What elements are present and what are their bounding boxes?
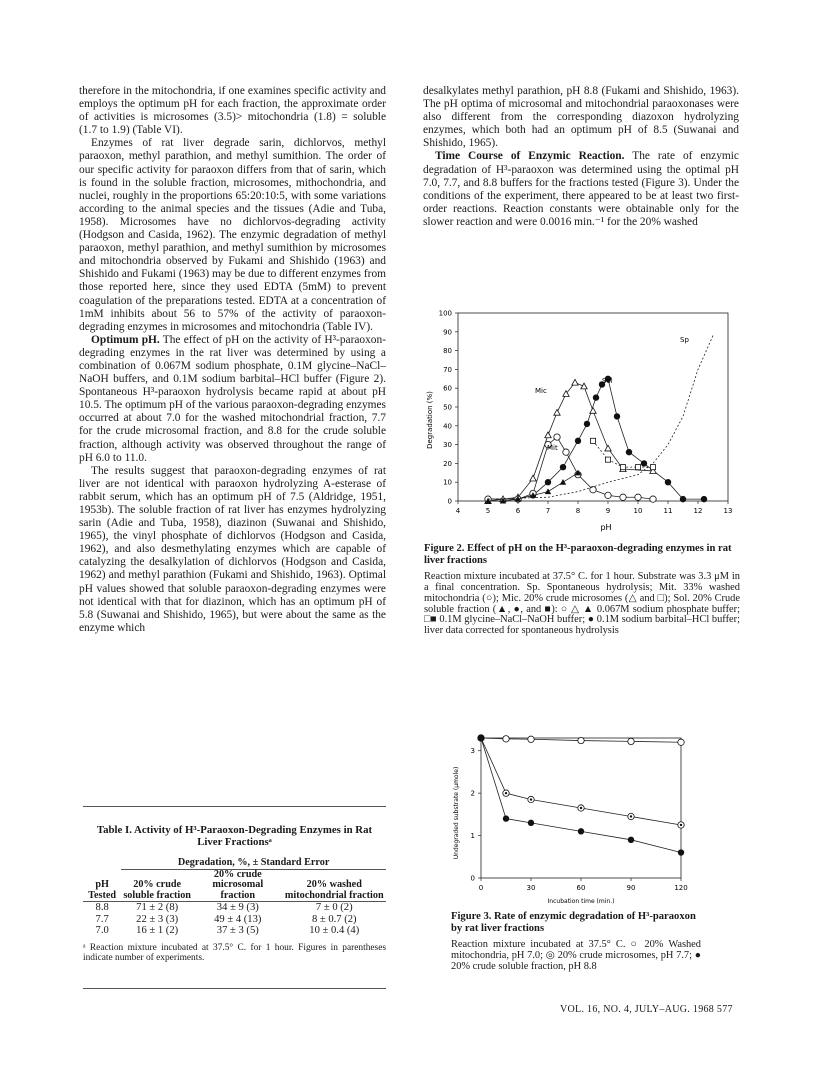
x-tick-label: 12 xyxy=(693,507,703,515)
figure-2-caption xyxy=(424,543,740,637)
y-axis-label: Undegraded substrate (μmole) xyxy=(453,766,460,860)
table-cell: 49 ± 4 (13) xyxy=(214,913,262,925)
data-point xyxy=(554,434,560,440)
x-tick-label: 60 xyxy=(576,884,586,892)
data-point xyxy=(650,496,656,502)
data-point xyxy=(665,479,671,485)
table-cell: 34 ± 9 (3) xyxy=(216,902,259,913)
paragraph: Enzymes of rat liver degrade sarin, dichlorvos, methyl paraoxon, methyl parathion, and methyl sumithion. The order of our specific activity for paraoxon differs from that of sarin, which is found in the soluble fraction, microsomes, mithochondria, and nuclei, roughly in the proportions 65:20:10:5, with some variations according to the animal species and the tissues (Adie and Tuba, 1958). Microsomes have no dichlorvos-degrading activity (Hodgson and Casida, 1962). The enzymic degradation of methyl paraoxon, methyl parathion, and methyl sumithion by microsomes and mitochondria observed by Fukami and Shishido (1963) and Shishido and Fukami (1963) may be due to different enzymes from those reported here, since they used EDTA (5mM) to prevent coagulation of the preparations tested. EDTA at a concentration of 1mM inhibits about 56 to 57% of the activity of paraoxon-degrading enzymes in microsomes and mitochondria (Table IV). xyxy=(79,137,386,333)
figure-3-chart xyxy=(446,728,696,908)
data-point xyxy=(584,421,590,427)
table-top-rule xyxy=(83,806,386,807)
y-tick-label: 40 xyxy=(443,422,452,431)
data-point xyxy=(572,379,578,385)
series-line xyxy=(488,336,713,500)
table-cell: 22 ± 3 (3) xyxy=(136,913,179,925)
table-row xyxy=(83,925,386,937)
table-cell: 71 ± 2 (8) xyxy=(136,902,179,913)
data-point xyxy=(528,736,534,742)
figure-3-caption xyxy=(451,911,701,973)
y-tick-label: 30 xyxy=(443,441,452,450)
data-point xyxy=(678,739,684,745)
data-point xyxy=(620,465,625,470)
data-point xyxy=(678,849,684,855)
table-cell: 8 ± 0.7 (2) xyxy=(311,913,357,925)
x-tick-label: 6 xyxy=(515,507,521,515)
paragraph: The results suggest that paraoxon-degrading enzymes of rat liver are not identical with paraoxon hydrolyzing A-esterase of rabbit serum, which has an optimum pH of 7.5 (Aldridge, 1951, 1953b). The soluble fraction of rat liver has enzymes hydrolyzing sarin (Adie and Tuba, 1958), diazinon (Suwanai and Shishido, 1965), the vinyl phosphate of dichlorvos (Hodgson and Casida, 1962), and also desmethylating enzymes which are capable of catalyzing the desalkylation of dichlorvos (Hodgson and Casida, 1962) and methyl parathion (Fukami and Shishido, 1963). Optimal pH values showed that soluble paraoxon-degrading enzymes were not identical with that for diazinon, which has an optimum pH of 5.8 (Suwanai and Shishido, 1965), but were about the same as the enzyme which xyxy=(79,464,386,634)
series-label-mic: Mic xyxy=(535,387,547,395)
table-row xyxy=(83,914,386,926)
data-point xyxy=(680,496,686,502)
data-point xyxy=(590,438,595,443)
data-point xyxy=(545,479,551,485)
data-point xyxy=(641,460,647,466)
table-row xyxy=(83,902,386,914)
data-point xyxy=(560,464,566,470)
y-tick-label: 60 xyxy=(443,384,452,393)
data-point xyxy=(530,475,536,481)
data-point xyxy=(635,465,640,470)
data-point xyxy=(605,492,611,498)
table-grid xyxy=(83,858,386,937)
data-point xyxy=(528,820,534,826)
table-title: Table I. Activity of H³-Paraoxon-Degrading Enzymes in Rat Liver Fractionsᵃ xyxy=(96,824,373,848)
figure-title: Figure 3. Rate of enzymic degradation of H³-paraoxon by rat liver fractions xyxy=(451,911,696,934)
data-point xyxy=(581,383,587,389)
data-point xyxy=(545,432,551,438)
data-point xyxy=(614,413,620,419)
x-tick-label: 5 xyxy=(485,507,491,515)
column-header-mitochondrial: 20% washed mitochondrial fraction xyxy=(284,879,384,901)
table-cell: 10 ± 0.4 (4) xyxy=(309,925,360,936)
data-point xyxy=(563,449,569,455)
data-point xyxy=(628,738,634,744)
figure-3-marks xyxy=(478,735,684,856)
data-point xyxy=(605,457,610,462)
paragraph xyxy=(79,334,386,465)
data-point xyxy=(578,737,584,743)
series-label-sol: Sol xyxy=(602,377,613,385)
figure-caption-text: Reaction mixture incubated at 37.5° C. ○ 20% Washed mitochondria, pH 7.0; ◎ 20% crude microsomes, pH 7.7; ● 20% crude soluble fraction, pH 8.8 xyxy=(451,939,701,972)
figure-2-chart xyxy=(420,300,733,535)
right-text-column xyxy=(423,85,739,229)
table-footnote: ᵃ Reaction mixture incubated at 37.5° C. for 1 hour. Figures in parentheses indicate number of experiments. xyxy=(83,942,386,963)
x-tick-label: 30 xyxy=(526,884,536,892)
x-tick-label: 9 xyxy=(605,507,611,515)
data-point xyxy=(593,394,599,400)
x-tick-label: 0 xyxy=(478,884,484,892)
y-tick-label: 1 xyxy=(470,832,475,841)
y-tick-label: 100 xyxy=(438,309,452,318)
x-tick-label: 4 xyxy=(455,507,461,515)
data-point xyxy=(605,445,611,451)
data-point xyxy=(578,828,584,834)
group-header: Degradation, %, ± Standard Error xyxy=(121,858,386,869)
data-point xyxy=(701,496,707,502)
data-point xyxy=(554,409,560,415)
table-bottom-rule xyxy=(83,988,386,989)
page-footer: VOL. 16, NO. 4, JULY–AUG. 1968 577 xyxy=(560,1004,733,1015)
x-axis-label: pH xyxy=(600,523,612,532)
x-tick-label: 11 xyxy=(663,507,673,515)
table-1 xyxy=(83,824,386,964)
series-line xyxy=(481,738,681,825)
data-point xyxy=(650,465,655,470)
paragraph xyxy=(423,150,739,229)
y-tick-label: 2 xyxy=(470,789,475,798)
series-line xyxy=(488,383,653,501)
table-cell: 7.7 xyxy=(95,913,109,925)
series-line xyxy=(481,738,681,853)
column-header-ph: pH Tested xyxy=(88,879,117,901)
series-label-mit: Mit xyxy=(547,444,558,452)
series-line xyxy=(488,437,653,499)
figure-caption-text: Reaction mixture incubated at 37.5° C. for 1 hour. Substrate was 3.3 μM in a final concentration. Sp. Spontaneous hydrolysis; Mit. 33% washed mitochondria (○); Mic. 20% crude microsomes (△ and □); Sol. 20% Crude soluble fraction (▲, ●, and ■): ○ △ ▲ 0.067M sodium phosphate buffer; □■ 0.1M glycine–NaCl–NaOH buffer; ● 0.1M sodium barbital–HCl buffer; liver data corrected for spontaneous hydrolysis xyxy=(424,571,740,637)
data-point xyxy=(620,494,626,500)
data-point xyxy=(560,479,566,485)
series-label-sp: Sp xyxy=(680,336,689,344)
x-tick-label: 7 xyxy=(545,507,551,515)
x-tick-label: 8 xyxy=(575,507,581,515)
y-tick-label: 0 xyxy=(447,497,452,506)
section-heading: Optimum pH. xyxy=(91,333,160,346)
paragraph-text: The effect of pH on the activity of H³-paraoxon-degrading enzymes in the rat liver was determined by using a combination of 0.067M sodium phosphate, 0.1M glycine–NaCl–NaOH buffers, and 0.1M sodium barbital–HCl buffer (Figure 2). Spontaneous H³-paraoxon hydrolysis became rapid at about pH 10.5. The optimum pH of the various paraoxon-degrading enzymes occurred at about 7.0 for the washed mitochondrial fraction, 7.7 for the crude microsomal fraction, and 8.8 for the crude soluble fraction, although activity was observed throughout the range of pH 6.0 to 11.0. xyxy=(79,333,386,464)
column-header-microsomal: 20% crude microsomal fraction xyxy=(212,868,264,901)
y-tick-label: 20 xyxy=(443,459,452,468)
table-cell: 8.8 xyxy=(95,902,109,913)
data-point xyxy=(575,438,581,444)
paragraph: desalkylates methyl parathion, pH 8.8 (Fukami and Shishido, 1963). The pH optima of microsomal and mitochondrial paraoxonases were also different from the corresponding diazoxon hydrolyzing enzymes, which both had an optimum pH of 8.5 (Suwanai and Shishido, 1965). xyxy=(423,85,739,150)
x-tick-label: 13 xyxy=(723,507,733,515)
data-point xyxy=(545,488,551,494)
data-point xyxy=(635,494,641,500)
figure-2-marks xyxy=(485,336,713,504)
y-axis-label: Degradation (%) xyxy=(426,391,434,449)
table-cell: 7.0 xyxy=(95,925,109,936)
column-header-soluble: 20% crude soluble fraction xyxy=(123,879,191,901)
figure-title: Figure 2. Effect of pH on the H³-paraoxon-degrading enzymes in rat liver fractions xyxy=(424,543,732,566)
x-tick-label: 120 xyxy=(674,884,688,892)
y-tick-label: 90 xyxy=(443,328,452,337)
y-tick-label: 10 xyxy=(443,478,452,487)
table-cell: 16 ± 1 (2) xyxy=(136,925,179,936)
x-axis-label: Incubation time (min.) xyxy=(547,898,615,905)
data-point xyxy=(478,735,484,741)
figure-3-axes xyxy=(471,738,688,892)
left-text-column xyxy=(79,85,386,635)
table-cell: 7 ± 0 (2) xyxy=(315,902,353,913)
y-tick-label: 50 xyxy=(443,403,452,412)
data-point xyxy=(626,449,632,455)
data-point xyxy=(503,815,509,821)
x-tick-label: 90 xyxy=(626,884,636,892)
paragraph: therefore in the mitochondria, if one examines specific activity and employs the optimum pH for each fraction, the approximate order of activities is microsomes (3.5)> mitochondria (1.8) = soluble (1.7 to 1.9) (Table VI). xyxy=(79,85,386,137)
x-tick-label: 10 xyxy=(633,507,643,515)
section-heading: Time Course of Enzymic Reaction. xyxy=(435,150,625,163)
y-tick-label: 70 xyxy=(443,365,452,374)
y-tick-label: 80 xyxy=(443,347,452,356)
paragraph-text: The rate of enzymic degradation of H³-paraoxon was determined using the optimal pH 7.0, 7.7, and 8.8 buffers for the fractions tested (Figure 3). Under the conditions of the experiment, there appeared to be at least two first-order reactions. Reaction constants were obtainable only for the slower reaction and were 0.0016 min.⁻¹ for the 20% washed xyxy=(423,150,739,228)
data-point xyxy=(503,736,509,742)
data-point xyxy=(590,408,596,414)
y-tick-label: 3 xyxy=(470,747,475,756)
table-cell: 37 ± 3 (5) xyxy=(216,925,259,936)
data-point xyxy=(628,837,634,843)
y-tick-label: 0 xyxy=(470,874,475,883)
data-point xyxy=(590,487,596,493)
